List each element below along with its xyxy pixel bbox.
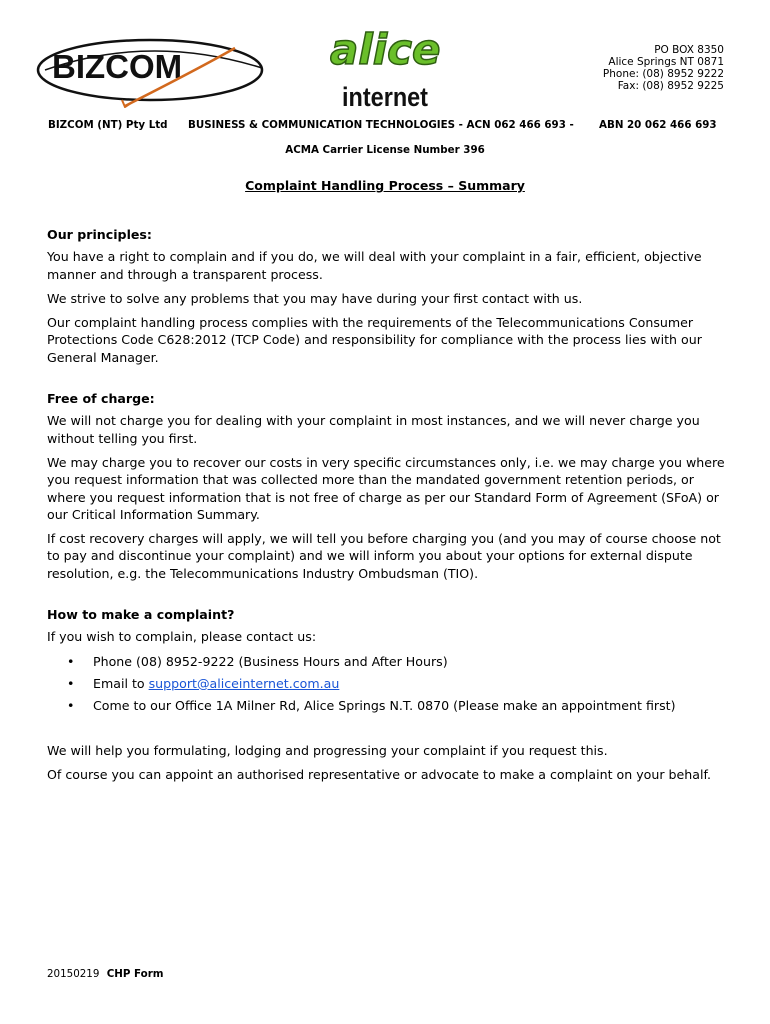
internet-logo-text: internet <box>342 82 429 112</box>
contact-list <box>47 653 727 715</box>
company-name: BIZCOM (NT) Pty Ltd <box>48 119 168 131</box>
list-item <box>47 675 727 692</box>
address-line: PO BOX 8350 <box>654 44 724 56</box>
paragraph: Of course you can appoint an authorised representative or advocate to make a complaint on your behalf. <box>47 766 711 782</box>
alice-internet-logo <box>328 22 448 114</box>
free-of-charge-heading: Free of charge: <box>47 391 155 407</box>
postal-address <box>603 44 724 92</box>
contact-office: Come to our Office 1A Milner Rd, Alice Springs N.T. 0870 (Please make an appointment first) <box>93 698 676 714</box>
contact-phone: Phone (08) 8952-9222 (Business Hours and After Hours) <box>93 653 448 669</box>
alice-logo-text: alice <box>330 25 441 74</box>
support-email-link[interactable]: support@aliceinternet.com.au <box>148 675 340 691</box>
document-body <box>47 226 727 807</box>
list-item <box>47 653 727 670</box>
paragraph: We will help you formulating, lodging and progressing your complaint if you request this. <box>47 742 608 758</box>
paragraph: Our complaint handling process complies with the requirements of the Telecommunications Consumer Protections Code C628:2012 (TCP Code) and responsibility for compliance with the process lies with our General Manager. <box>47 315 702 365</box>
how-to-complain-heading: How to make a complaint? <box>47 607 235 623</box>
bullet: • <box>67 675 75 691</box>
free-of-charge-section <box>47 390 727 582</box>
acma-license: ACMA Carrier License Number 396 <box>285 144 485 156</box>
paragraph: We strive to solve any problems that you may have during your first contact with us. <box>47 290 583 306</box>
bullet: • <box>67 653 75 669</box>
paragraph: We will not charge you for dealing with your complaint in most instances, and we will never charge you without telling you first. <box>47 413 700 446</box>
footer-form-name: CHP Form <box>106 968 164 980</box>
paragraph: If you wish to complain, please contact us: <box>47 629 317 645</box>
company-abn: ABN 20 062 466 693 <box>599 119 717 131</box>
principles-heading: Our principles: <box>47 227 152 242</box>
contact-email-prefix: Email to <box>93 675 149 691</box>
paragraph: If cost recovery charges will apply, we will tell you before charging you (and you may of course choose not to pay and discontinue your complaint) and we will inform you about your options for external dispute resolution, e.g. the Telecommunications Industry Ombudsman (TIO). <box>47 531 721 581</box>
address-line: Alice Springs NT 0871 <box>608 56 724 68</box>
footer-code: 20150219 <box>47 968 100 980</box>
principles-section <box>47 226 727 366</box>
document-title: Complaint Handling Process – Summary <box>245 178 525 193</box>
address-fax: Fax: (08) 8952 9225 <box>617 80 724 92</box>
bullet: • <box>67 698 75 714</box>
bizcom-logo-text: BIZCOM <box>52 48 183 85</box>
footer <box>47 968 164 980</box>
paragraph: You have a right to complain and if you do, we will deal with your complaint in a fair, efficient, objective manner and through a transparent process. <box>47 249 702 282</box>
how-to-complain-section <box>47 606 727 783</box>
bizcom-logo <box>30 28 270 108</box>
paragraph: We may charge you to recover our costs in very specific circumstances only, i.e. we may charge you where you request information that was collected more than the mandated government retention periods, or where you request information that is not free of charge as per our Standard Form of Agreement (SFoA) or our Critical Information Summary. <box>47 454 725 522</box>
company-description: BUSINESS & COMMUNICATION TECHNOLOGIES - ACN 062 466 693 - <box>188 119 574 131</box>
list-item <box>47 697 727 714</box>
address-phone: Phone: (08) 8952 9222 <box>602 68 724 80</box>
